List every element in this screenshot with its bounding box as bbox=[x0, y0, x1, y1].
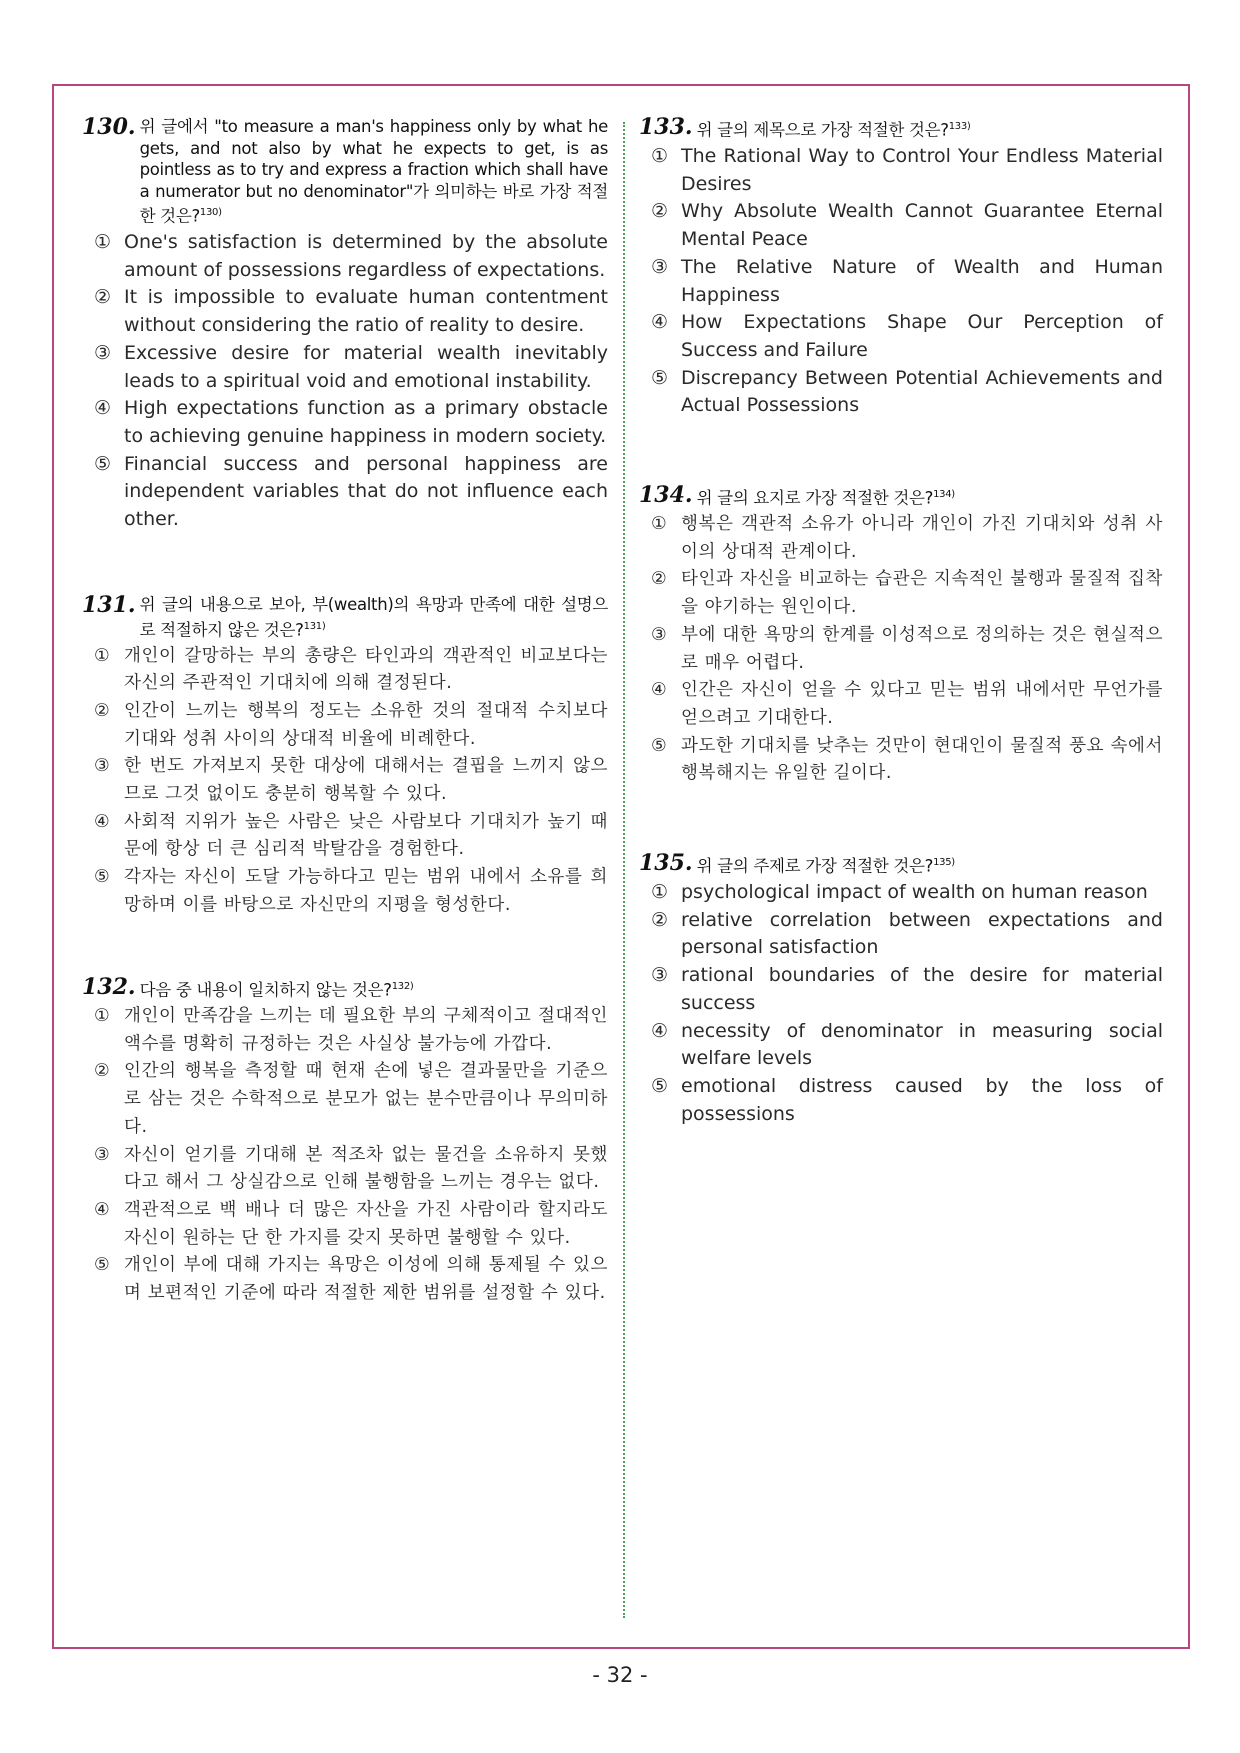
option-marker: ④ bbox=[651, 1019, 669, 1042]
answer-options bbox=[639, 511, 1163, 788]
footnote-ref: 134) bbox=[933, 489, 955, 500]
answer-option[interactable] bbox=[82, 1252, 608, 1307]
option-marker: ⑤ bbox=[651, 735, 668, 756]
answer-option[interactable] bbox=[639, 962, 1163, 1017]
answer-options bbox=[639, 143, 1163, 420]
option-marker: ① bbox=[94, 645, 111, 666]
option-marker: ④ bbox=[94, 397, 112, 420]
question-prompt: 다음 중 내용이 일치하지 않는 것은? bbox=[139, 980, 392, 1000]
question-number: 135. bbox=[639, 850, 693, 876]
option-text: 인간의 행복을 측정할 때 현재 손에 넣은 결과물만을 기준으로 삼는 것은 수학적으로 분모가 없는 분수만큼이나 무의미하다. bbox=[124, 1061, 608, 1137]
answer-option[interactable] bbox=[639, 907, 1163, 962]
option-marker: ② bbox=[94, 700, 111, 721]
question-prompt: 위 글의 제목으로 가장 적절한 것은? bbox=[696, 120, 949, 140]
page-number: - 32 - bbox=[592, 1663, 648, 1687]
footnote-ref: 133) bbox=[948, 121, 971, 132]
question-number: 133. bbox=[639, 114, 693, 140]
question-130 bbox=[82, 116, 608, 534]
answer-option[interactable] bbox=[639, 1073, 1163, 1128]
option-marker: ② bbox=[651, 908, 669, 931]
option-marker: ⑤ bbox=[94, 867, 111, 888]
option-marker: ⑤ bbox=[651, 366, 669, 389]
answer-options bbox=[82, 229, 608, 534]
option-text: 자신이 얻기를 기대해 본 적조차 없는 물건을 소유하지 못했다고 해서 그 상실감으로 인해 불행함을 느끼는 경우는 없다. bbox=[124, 1144, 608, 1193]
option-marker: ③ bbox=[94, 756, 111, 777]
option-text: rational boundaries of the desire for material success bbox=[681, 964, 1163, 1014]
option-text: 행복은 객관적 소유가 아니라 개인이 가진 기대치와 성취 사이의 상대적 관계이다. bbox=[681, 514, 1163, 562]
option-text: High expectations function as a primary obstacle to achieving genuine happiness in modern society. bbox=[124, 397, 608, 447]
option-marker: ① bbox=[651, 145, 669, 167]
answer-option[interactable] bbox=[82, 1003, 608, 1058]
option-marker: ② bbox=[94, 286, 112, 309]
answer-options bbox=[82, 1003, 608, 1308]
column-divider bbox=[623, 122, 625, 1618]
answer-option[interactable] bbox=[639, 1018, 1163, 1073]
answer-option[interactable] bbox=[639, 198, 1163, 253]
option-text: emotional distress caused by the loss of possessions bbox=[681, 1074, 1163, 1125]
option-text: Why Absolute Wealth Cannot Guarantee Eternal Mental Peace bbox=[681, 200, 1163, 251]
option-marker: ③ bbox=[651, 624, 668, 645]
answer-option[interactable] bbox=[82, 395, 608, 450]
answer-option[interactable] bbox=[82, 643, 608, 698]
option-text: 인간은 자신이 얻을 수 있다고 믿는 범위 내에서만 무언가를 얻으려고 기대한다. bbox=[681, 680, 1163, 728]
option-text: 한 번도 가져보지 못한 대상에 대해서는 결핍을 느끼지 않으므로 그것 없이도 충분히 행복할 수 있다. bbox=[124, 756, 608, 805]
question-number: 131. bbox=[82, 592, 136, 618]
answer-option[interactable] bbox=[639, 309, 1163, 364]
question-prompt: 위 글에서 "to measure a man's happiness only by what he gets, and not also by what he expects to get, is as pointless as to try and express a fraction which shall have a numerator but no denominator"가 의미하는 바로 가장 적절한 것은? bbox=[139, 117, 608, 226]
option-marker: ③ bbox=[651, 964, 669, 987]
option-text: 인간이 느끼는 행복의 정도는 소유한 것의 절대적 수치보다 기대와 성취 사이의 상대적 비율에 비례한다. bbox=[124, 700, 608, 749]
answer-option[interactable] bbox=[82, 284, 608, 339]
option-marker: ① bbox=[651, 514, 668, 534]
answer-option[interactable] bbox=[82, 451, 608, 534]
answer-option[interactable] bbox=[639, 511, 1163, 566]
option-text: One's satisfaction is determined by the absolute amount of possessions regardless of expectations. bbox=[124, 231, 608, 281]
question-prompt: 위 글의 요지로 가장 적절한 것은? bbox=[696, 488, 934, 508]
option-text: necessity of denominator in measuring social welfare levels bbox=[681, 1019, 1163, 1070]
option-text: psychological impact of wealth on human reason bbox=[681, 881, 1148, 903]
option-text: The Relative Nature of Wealth and Human Happiness bbox=[681, 255, 1163, 306]
option-text: 개인이 갈망하는 부의 총량은 타인과의 객관적인 비교보다는 자신의 주관적인 기대치에 의해 결정된다. bbox=[124, 645, 608, 694]
option-marker: ③ bbox=[651, 255, 669, 278]
question-number: 132. bbox=[82, 974, 136, 1000]
option-marker: ④ bbox=[94, 1199, 111, 1220]
question-number: 134. bbox=[639, 482, 693, 508]
answer-option[interactable] bbox=[82, 1142, 608, 1197]
option-text: The Rational Way to Control Your Endless Material Desires bbox=[681, 145, 1163, 195]
option-text: 타인과 자신을 비교하는 습관은 지속적인 불행과 물질적 집착을 야기하는 원인이다. bbox=[681, 569, 1163, 618]
option-marker: ④ bbox=[651, 311, 669, 334]
option-text: 사회적 지위가 높은 사람은 낮은 사람보다 기대치가 높기 때문에 항상 더 큰 심리적 박탈감을 경험한다. bbox=[124, 811, 608, 860]
option-text: 과도한 기대치를 낮추는 것만이 현대인이 물질적 풍요 속에서 행복해지는 유일한 길이다. bbox=[681, 735, 1163, 784]
answer-option[interactable] bbox=[639, 622, 1163, 677]
answer-options bbox=[639, 879, 1163, 1128]
option-text: It is impossible to evaluate human contentment without considering the ratio of reality to desire. bbox=[124, 286, 608, 337]
answer-option[interactable] bbox=[639, 733, 1163, 788]
answer-option[interactable] bbox=[639, 879, 1163, 907]
answer-option[interactable] bbox=[82, 1197, 608, 1252]
question-133 bbox=[639, 116, 1163, 420]
answer-option[interactable] bbox=[82, 698, 608, 753]
option-marker: ④ bbox=[651, 680, 668, 701]
option-text: 개인이 부에 대해 가지는 욕망은 이성에 의해 통제될 수 있으며 보편적인 기준에 따라 적절한 제한 범위를 설정할 수 있다. bbox=[124, 1255, 608, 1304]
option-text: Financial success and personal happiness are independent variables that do not influence each other. bbox=[124, 452, 608, 531]
option-text: 각자는 자신이 도달 가능하다고 믿는 범위 내에서 소유를 희망하며 이를 바탕으로 자신만의 지평을 형성한다. bbox=[124, 867, 608, 915]
option-marker: ① bbox=[651, 881, 669, 903]
footnote-ref: 131) bbox=[303, 620, 326, 632]
option-text: How Expectations Shape Our Perception of Success and Failure bbox=[681, 311, 1163, 361]
question-131 bbox=[82, 594, 608, 920]
option-marker: ⑤ bbox=[94, 452, 112, 475]
option-marker: ① bbox=[94, 1006, 111, 1026]
answer-option[interactable] bbox=[82, 753, 608, 808]
footnote-ref: 130) bbox=[199, 207, 222, 218]
question-134 bbox=[639, 484, 1163, 788]
option-text: 객관적으로 백 배나 더 많은 자산을 가진 사람이라 할지라도 자신이 원하는 단 한 가지를 갖지 못하면 불행할 수 있다. bbox=[124, 1199, 608, 1248]
answer-option[interactable] bbox=[82, 864, 608, 919]
option-text: 부에 대한 욕망의 한계를 이성적으로 정의하는 것은 현실적으로 매우 어렵다. bbox=[681, 624, 1163, 673]
answer-option[interactable] bbox=[639, 566, 1163, 621]
answer-option[interactable] bbox=[82, 1058, 608, 1141]
footnote-ref: 135) bbox=[933, 857, 955, 868]
question-number: 130. bbox=[82, 114, 136, 140]
question-132 bbox=[82, 976, 608, 1308]
option-marker: ② bbox=[651, 569, 668, 590]
answer-option[interactable] bbox=[639, 143, 1163, 198]
option-marker: ① bbox=[94, 231, 112, 253]
footnote-ref: 132) bbox=[391, 981, 414, 992]
option-marker: ⑤ bbox=[651, 1074, 669, 1097]
question-prompt: 위 글의 내용으로 보아, 부(wealth)의 욕망과 만족에 대한 설명으로 적절하지 않은 것은? bbox=[139, 595, 608, 639]
answer-option[interactable] bbox=[82, 340, 608, 395]
option-marker: ② bbox=[651, 200, 669, 223]
option-marker: ③ bbox=[94, 1144, 111, 1165]
option-marker: ⑤ bbox=[94, 1255, 111, 1276]
answer-option[interactable] bbox=[82, 809, 608, 864]
answer-option[interactable] bbox=[639, 254, 1163, 309]
question-135 bbox=[639, 852, 1163, 1128]
option-text: 개인이 만족감을 느끼는 데 필요한 부의 구체적이고 절대적인 액수를 명확히 규정하는 것은 사실상 불가능에 가깝다. bbox=[124, 1006, 608, 1054]
option-marker: ④ bbox=[94, 811, 111, 832]
option-marker: ② bbox=[94, 1061, 111, 1082]
option-marker: ③ bbox=[94, 341, 112, 364]
answer-option[interactable] bbox=[639, 365, 1163, 420]
answer-option[interactable] bbox=[82, 229, 608, 284]
option-text: relative correlation between expectations and personal satisfaction bbox=[681, 908, 1163, 959]
option-text: Discrepancy Between Potential Achievements and Actual Possessions bbox=[681, 366, 1163, 417]
option-text: Excessive desire for material wealth inevitably leads to a spiritual void and emotional instability. bbox=[124, 341, 608, 392]
question-prompt: 위 글의 주제로 가장 적절한 것은? bbox=[696, 856, 934, 876]
answer-options bbox=[82, 643, 608, 920]
answer-option[interactable] bbox=[639, 677, 1163, 732]
